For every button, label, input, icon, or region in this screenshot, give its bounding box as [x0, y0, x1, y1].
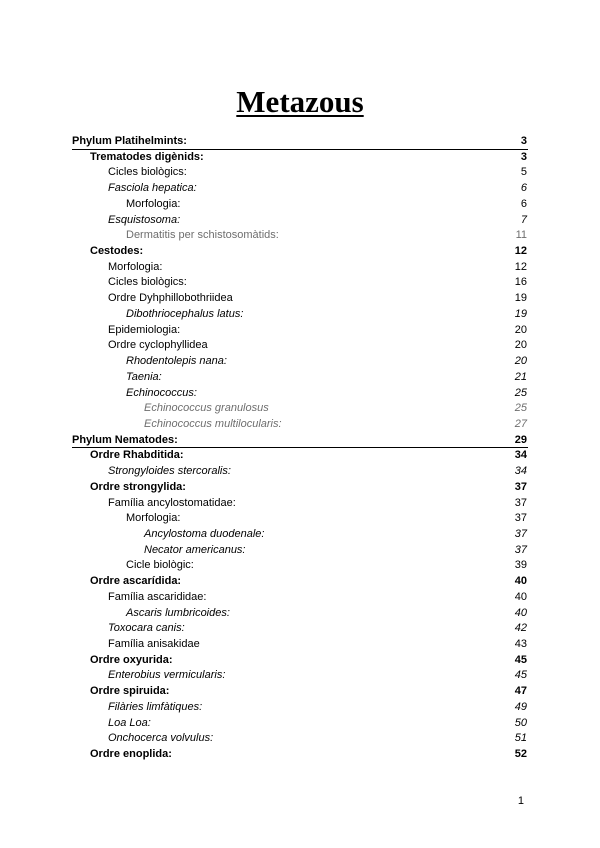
table-of-contents [72, 134, 528, 763]
toc-entry[interactable] [72, 433, 528, 449]
toc-entry-title: Cicles biològics: [108, 276, 187, 289]
toc-entry[interactable] [72, 260, 528, 276]
toc-entry-page: 45 [514, 669, 527, 682]
toc-entry-title: Dibothriocephalus latus: [126, 307, 244, 320]
toc-entry-page: 12 [514, 260, 527, 273]
toc-entry-title: Família anisakidae [108, 638, 200, 650]
toc-entry-page: 47 [514, 685, 527, 698]
toc-entry-page: 50 [514, 716, 527, 729]
toc-entry-page: 45 [514, 653, 527, 666]
toc-entry[interactable] [72, 700, 528, 716]
toc-entry-title: Ordre oxyurida: [90, 653, 173, 666]
toc-entry-title: Família ascarididae: [108, 590, 207, 603]
toc-entry-page: 19 [514, 307, 527, 320]
toc-entry-page: 16 [514, 276, 527, 289]
toc-entry-title: Epidemiologia: [108, 323, 181, 336]
toc-entry-title: Ordre spiruida: [90, 685, 170, 698]
toc-entry-title: Filàries limfàtiques: [108, 700, 203, 713]
toc-entry-title: Cicle biològic: [126, 559, 194, 572]
toc-entry-title: Morfologia: [108, 260, 163, 273]
toc-entry[interactable] [72, 417, 528, 433]
toc-entry-page: 20 [514, 355, 527, 368]
toc-entry[interactable] [72, 386, 528, 402]
toc-entry[interactable] [72, 228, 528, 244]
toc-entry[interactable] [72, 653, 528, 669]
toc-entry-page: 34 [514, 449, 527, 462]
toc-entry-title: Ordre Rhabditida: [90, 449, 184, 462]
toc-entry-page: 40 [514, 590, 527, 603]
toc-entry[interactable] [72, 354, 528, 370]
toc-entry[interactable] [72, 543, 528, 559]
toc-entry[interactable] [72, 307, 528, 323]
toc-entry-title: Echinococcus multilocularis: [144, 417, 282, 430]
toc-entry-title: Morfologia: [126, 512, 181, 525]
toc-entry-page: 39 [514, 559, 527, 572]
toc-entry-page: 37 [514, 543, 527, 556]
toc-entry-page: 6 [520, 197, 527, 210]
toc-entry[interactable] [72, 716, 528, 732]
toc-entry[interactable] [72, 464, 528, 480]
toc-entry-title: Ancylostoma duodenale: [144, 527, 265, 540]
toc-entry[interactable] [72, 275, 528, 291]
toc-entry[interactable] [72, 150, 528, 166]
toc-entry-title: Ordre Dyhphillobothriidea [108, 292, 233, 305]
toc-entry-title: Necator americanus: [144, 543, 246, 556]
toc-entry-page: 29 [514, 433, 527, 446]
toc-entry-page: 20 [514, 339, 527, 352]
page-title: Metazous [236, 84, 364, 119]
toc-entry[interactable] [72, 747, 528, 763]
toc-entry-page: 37 [514, 527, 527, 540]
toc-entry-title: Ordre enoplida: [90, 748, 172, 761]
toc-entry-title: Cicles biològics: [108, 166, 187, 179]
toc-entry-page: 3 [520, 135, 527, 147]
toc-entry-title: Fasciola hepatica: [108, 182, 197, 195]
toc-entry-title: Ascaris lumbricoides: [126, 606, 230, 619]
toc-entry[interactable] [72, 668, 528, 684]
toc-entry[interactable] [72, 527, 528, 543]
toc-entry-title: Enterobius vermicularis: [108, 669, 226, 682]
toc-entry-title: Trematodes digènids: [90, 150, 204, 163]
toc-entry[interactable] [72, 181, 528, 197]
toc-entry[interactable] [72, 134, 528, 150]
toc-entry-title: Onchocerca volvulus: [108, 732, 214, 745]
toc-entry-title: Família ancylostomatidae: [108, 496, 236, 509]
toc-entry-page: 3 [520, 150, 527, 163]
toc-entry[interactable] [72, 511, 528, 527]
toc-entry-page: 25 [514, 386, 527, 399]
toc-entry-page: 49 [514, 700, 527, 713]
toc-entry[interactable] [72, 480, 528, 496]
toc-entry[interactable] [72, 197, 528, 213]
toc-entry[interactable] [72, 496, 528, 512]
page-number: 1 [517, 795, 524, 807]
toc-entry-title: Dermatitis per schistosomàtids: [126, 229, 279, 242]
toc-entry-title: Strongyloides stercoralis: [108, 465, 231, 478]
toc-entry-title: Morfologia: [126, 197, 181, 210]
toc-entry[interactable] [72, 213, 528, 229]
toc-entry-title: Loa Loa: [108, 716, 151, 729]
toc-entry-title: Rhodentolepis nana: [126, 355, 227, 368]
toc-entry-title: Ordre ascarídida: [90, 575, 182, 588]
toc-entry-page: 5 [520, 166, 527, 179]
toc-entry-page: 11 [515, 229, 527, 242]
toc-entry-page: 25 [514, 402, 527, 415]
toc-entry[interactable] [72, 621, 528, 637]
toc-entry-title: Ordre strongylida: [90, 480, 186, 493]
toc-entry[interactable] [72, 323, 528, 339]
toc-entry-page: 43 [514, 638, 527, 650]
toc-entry-page: 27 [514, 417, 527, 430]
toc-entry[interactable] [72, 338, 528, 354]
toc-entry-title: Phylum Nematodes: [72, 433, 178, 446]
toc-entry-title: Cestodes: [90, 245, 144, 258]
toc-entry[interactable] [72, 448, 528, 464]
toc-entry-title: Esquistosoma: [108, 213, 181, 226]
toc-entry[interactable] [72, 574, 528, 590]
toc-entry-page: 37 [514, 480, 527, 493]
toc-entry-page: 19 [514, 292, 527, 305]
toc-entry-page: 21 [514, 370, 527, 383]
toc-entry-page: 12 [514, 245, 527, 258]
toc-entry[interactable] [72, 731, 528, 747]
toc-entry-page: 37 [514, 512, 527, 525]
toc-entry[interactable] [72, 606, 528, 622]
toc-entry[interactable] [72, 401, 528, 417]
toc-entry[interactable] [72, 684, 528, 700]
toc-entry-page: 6 [520, 182, 527, 195]
toc-entry-title: Echinococcus: [126, 386, 197, 399]
toc-entry-title: Phylum Platihelmints: [72, 135, 187, 147]
toc-entry-page: 52 [514, 748, 527, 761]
toc-entry[interactable] [72, 165, 528, 181]
toc-entry-page: 40 [514, 606, 527, 619]
toc-entry-title: Ordre cyclophyllidea [108, 339, 208, 352]
toc-entry-page: 37 [514, 496, 527, 509]
toc-entry[interactable] [72, 590, 528, 606]
toc-entry-page: 20 [514, 323, 527, 336]
toc-entry-page: 7 [520, 213, 527, 226]
toc-entry-page: 51 [514, 732, 527, 745]
toc-entry[interactable] [72, 291, 528, 307]
toc-entry[interactable] [72, 244, 528, 260]
toc-entry-title: Taenia: [126, 370, 162, 383]
toc-entry-page: 40 [514, 575, 527, 588]
toc-entry-title: Echinococcus granulosus [144, 402, 269, 415]
toc-entry-page: 34 [514, 465, 527, 478]
toc-entry[interactable] [72, 370, 528, 386]
toc-entry[interactable] [72, 558, 528, 574]
toc-entry-title: Toxocara canis: [108, 622, 185, 635]
toc-entry-page: 42 [514, 622, 527, 635]
toc-entry[interactable] [72, 637, 528, 653]
